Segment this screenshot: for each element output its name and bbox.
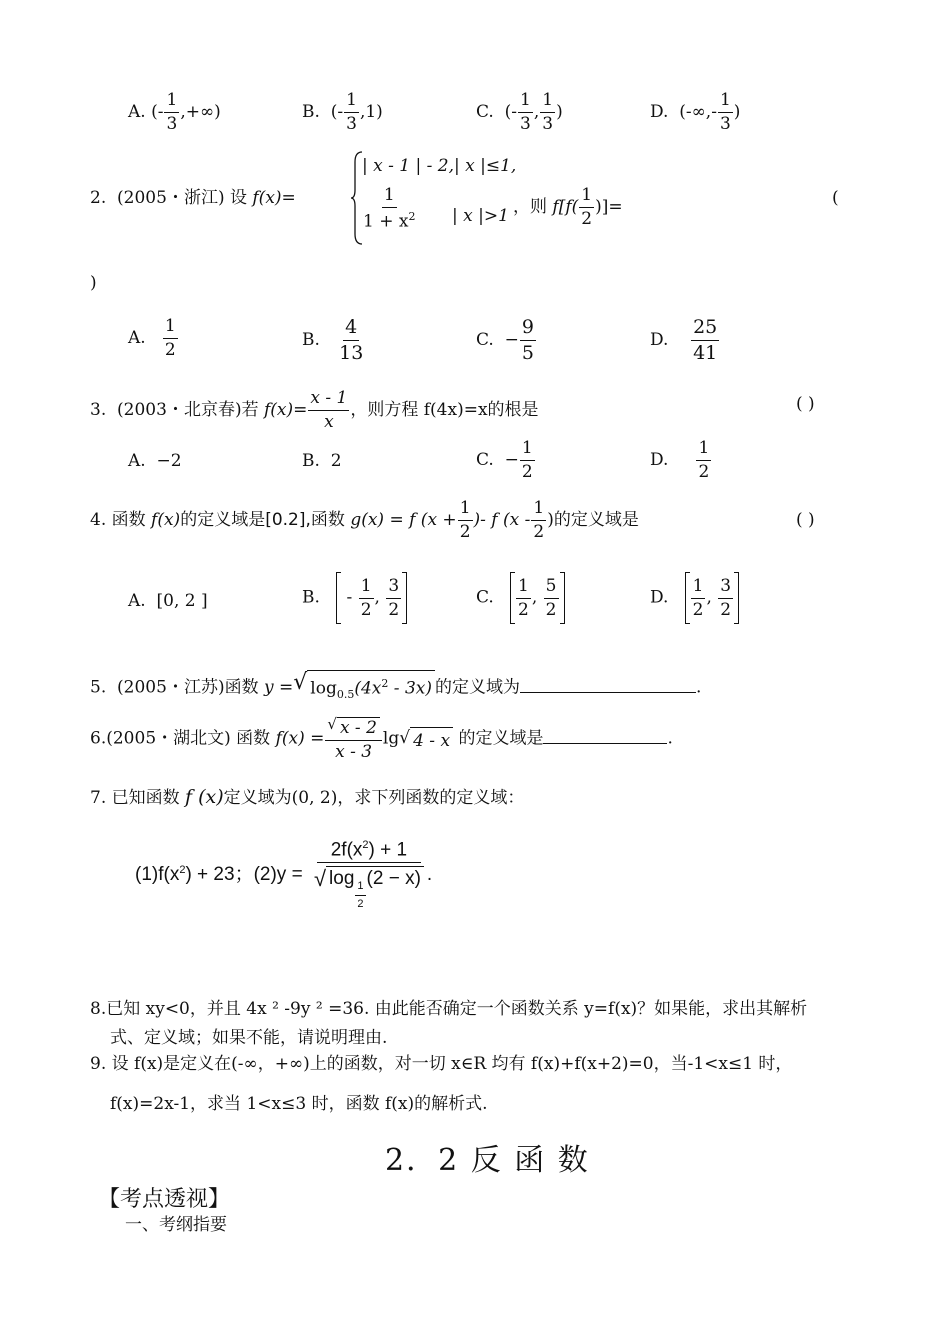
q4-option-b: B. - $\frac{1}{2}$ , $\frac{3}{2}$ (302, 572, 407, 624)
heading: 【考点透视】 (98, 1187, 231, 1212)
q2-paren-open: ( (832, 188, 839, 208)
q2-case-1: | x - 1 | - 2,| x |≤1, (362, 156, 517, 176)
q2-option-c: C. − $\frac{9}{5}$ (476, 316, 534, 364)
q3-stem: 3. (2003・北京春)若 f(x)= $\frac{x - 1}{x}$ ，则方程 f(4x)=x的根是 (90, 388, 539, 432)
section-title: 2．2 反 函 数 (385, 1143, 590, 1178)
q8-line-1: 8.已知 xy<0，并且 4x ² -9y ² =36. 由此能否确定一个函数关系 y=f(x)？如果能，求出其解析 (90, 999, 808, 1019)
q2-number: 2. (2005・浙江) 设 f(x)= (90, 188, 296, 208)
q2-expression: ，则 f[f( $\frac{1}{2}$ )]= (513, 185, 623, 229)
q6-stem: 6.(2005・湖北文) 函数 f(x) = √ x - 2 x - 3 lg √ 4 - x 的定义域是 . (90, 715, 673, 762)
q2-paren-close: ) (90, 273, 97, 293)
q1-option-d: D. (-∞,- $\frac{1}{3}$ ) (650, 90, 741, 134)
q3-option-b: B. 2 (302, 451, 342, 471)
q3-paren: ( ) (796, 394, 815, 414)
q2-option-b: B. $\frac{4}{13}$ (302, 316, 364, 364)
q9-line-1: 9. 设 f(x)是定义在(-∞，+∞)上的函数，对一切 x∈R 均有 f(x)+f(x+2)=0，当-1<x≤1 时， (90, 1054, 793, 1074)
q7-stem: 7. 已知函数 f (x)定义域为(0, 2)，求下列函数的定义域： (90, 786, 525, 808)
q4-option-d: D. $\frac{1}{2}$ , $\frac{3}{2}$ (650, 572, 739, 624)
q3-option-c: C. − $\frac{1}{2}$ (476, 438, 533, 482)
q4-option-c: C. $\frac{1}{2}$ , $\frac{5}{2}$ (476, 572, 565, 624)
subheading: 一、考纲指要 (125, 1215, 227, 1235)
q4-option-a: A. [0, 2 ] (128, 591, 208, 611)
q3-option-d: D. $\frac{1}{2}$ (650, 438, 710, 482)
q7-formula: $(1)f(x^2) + 23$；(2)y = $2f(x^2) + 1$ √ log $\frac{1}{2}$ (2 − x) . (135, 839, 433, 911)
q2-case-2: $\frac{1}{1 + x^2}$ (363, 185, 416, 232)
q1-option-c: C. (- $\frac{1}{3}$ , $\frac{1}{3}$ ) (476, 90, 563, 134)
q3-option-a: A. −2 (128, 451, 182, 471)
q1-option-b: B. (- $\frac{1}{3}$ ,1) (302, 90, 383, 134)
q2-case-2-cond: | x |>1 (452, 206, 509, 226)
q4-stem: 4. 函数 f(x)的定义域是[0.2],函数 g(x) = f (x + $\frac{1}{2}$ )- f (x - $\frac{1}{2}$ )的定义域是 (90, 498, 639, 542)
q2-option-d: D. $\frac{25}{41}$ (650, 316, 718, 364)
q1-option-a: A. (- $\frac{1}{3}$ ,+∞) (128, 90, 221, 134)
q8-line-2: 式、定义域；如果不能，请说明理由. (110, 1028, 388, 1048)
q2-option-a: A. $\frac{1}{2}$ (128, 316, 176, 360)
q5-stem: 5. (2005・江苏)函数 y = √ $\log_{0.5}(4x^2 - 3x)$ 的定义域为 . (90, 670, 701, 706)
q9-line-2: f(x)=2x-1，求当 1<x≤3 时，函数 f(x)的解析式. (110, 1094, 488, 1114)
q4-paren: ( ) (796, 510, 815, 530)
